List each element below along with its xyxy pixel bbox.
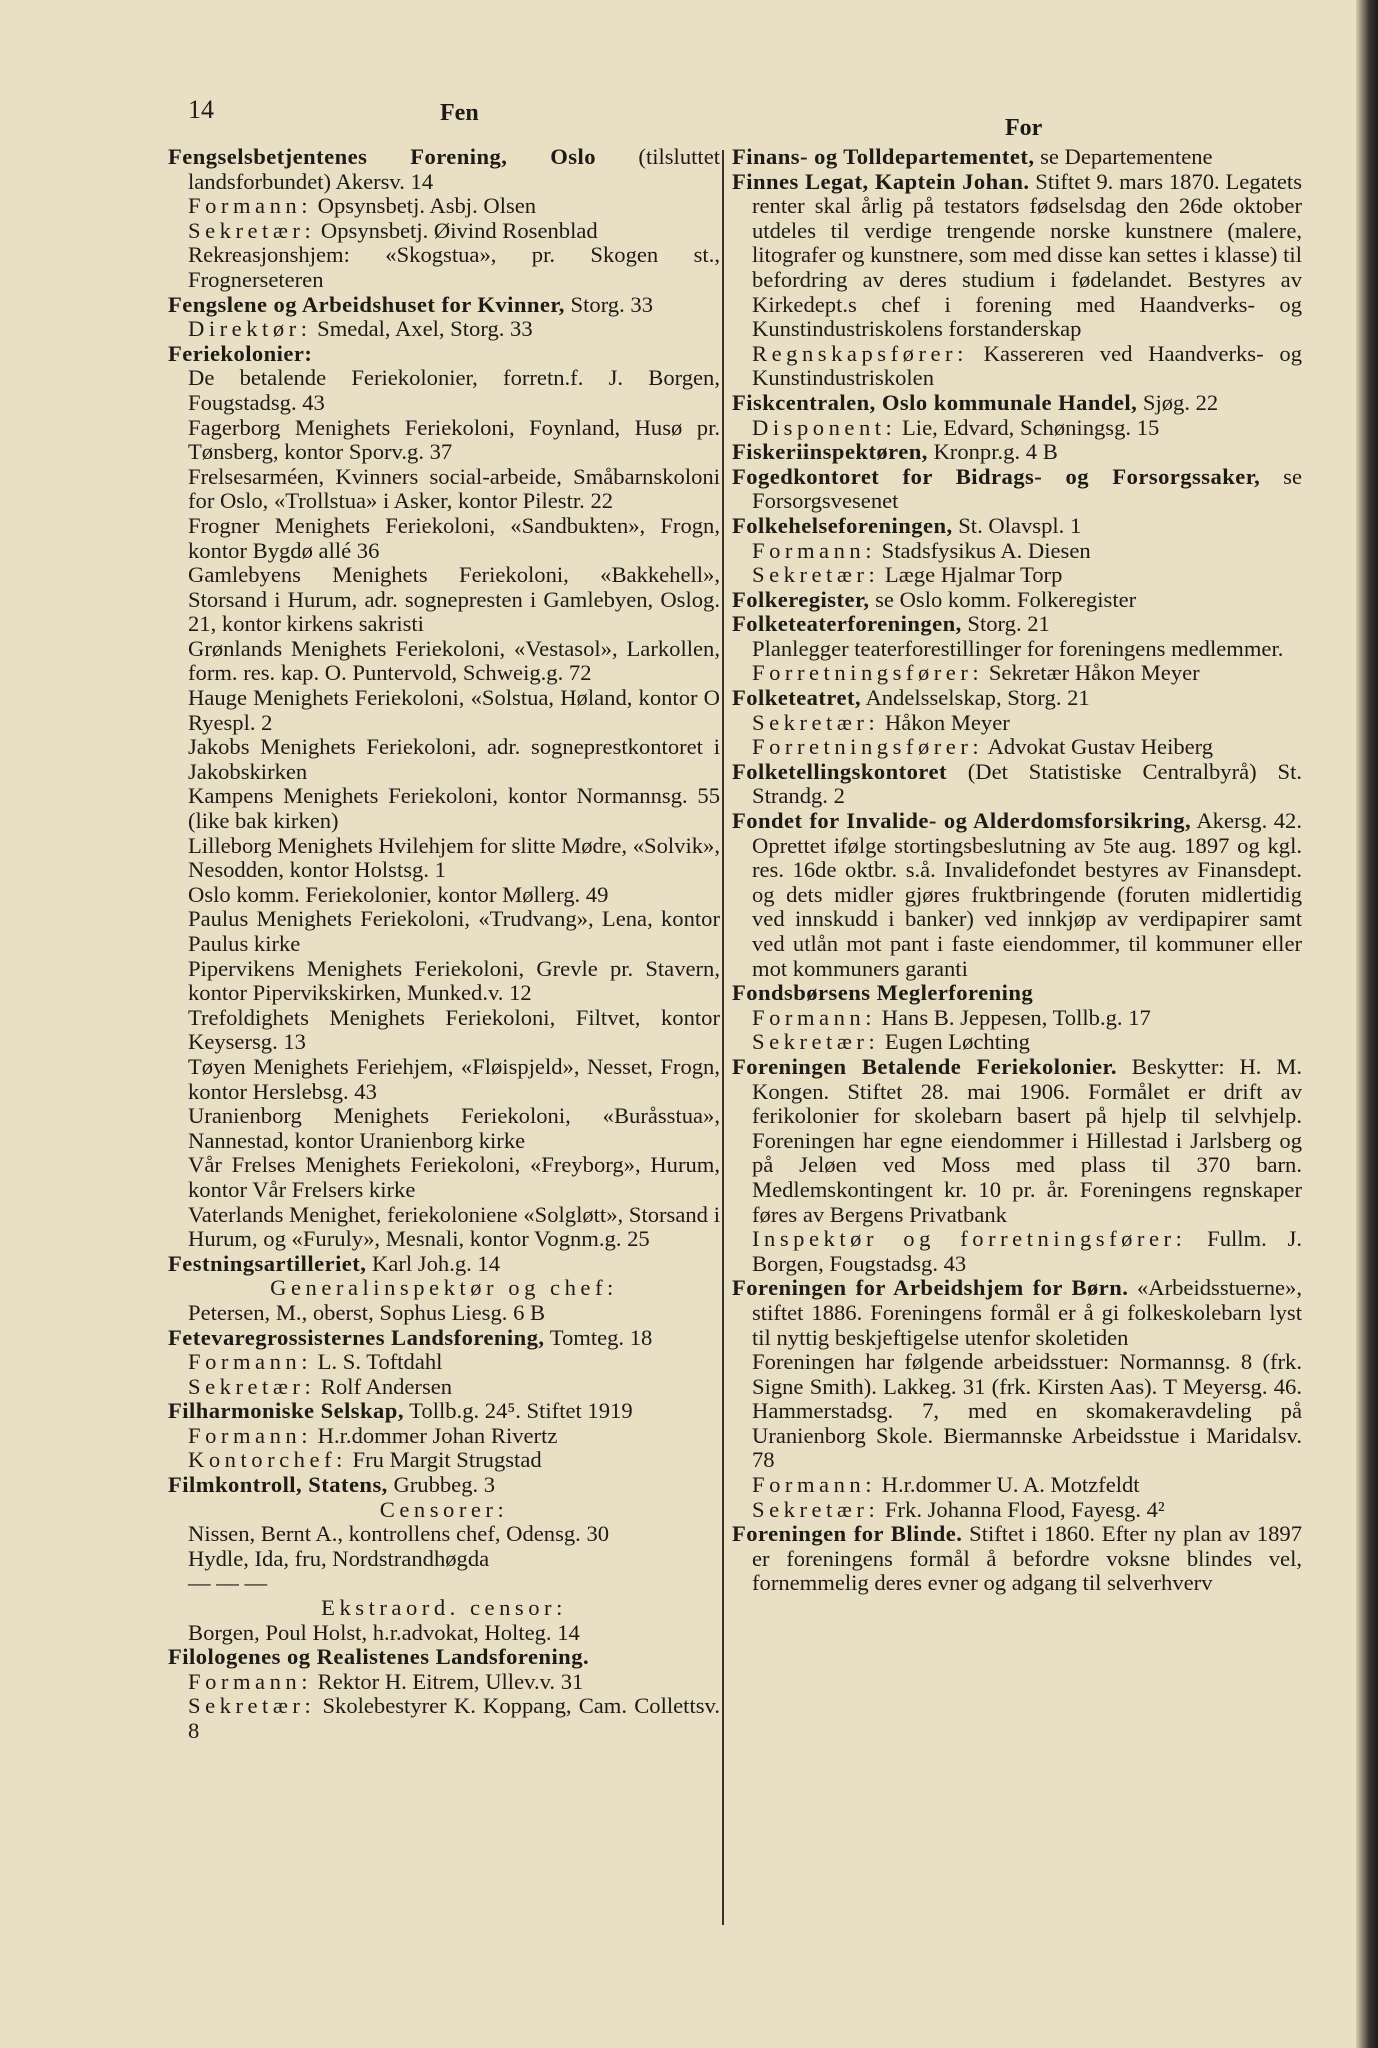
role-label: Formann: xyxy=(188,1422,313,1448)
role-label: Sekretær: xyxy=(188,217,316,243)
role-label: Sekretær: xyxy=(188,1693,316,1719)
entry-text: Storg. 21 xyxy=(961,611,1050,637)
entry-text: Lilleborg Menighets Hvilehjem for slitte Mødre, «Solvik», Nesodden, kontor Holstsg. 1 xyxy=(188,832,720,883)
directory-entry xyxy=(732,588,1302,613)
role-label: Generalinspektør og chef: xyxy=(270,1275,618,1301)
directory-entry xyxy=(168,1399,720,1424)
entry-detail xyxy=(168,194,720,219)
entry-text: Vår Frelses Menighets Feriekoloni, «Freyborg», Hurum, kontor Vår Frelsers kirke xyxy=(188,1152,720,1202)
entry-detail xyxy=(168,563,720,637)
role-label: Ekstraord. censor: xyxy=(321,1595,567,1621)
role-label: Sekretær: xyxy=(752,562,880,588)
entry-detail xyxy=(168,1301,720,1326)
running-head-left: Fen xyxy=(440,100,479,126)
entry-text: Tøyen Menighets Feriehjem, «Fløispjeld», Nesset, Frogn, kontor Herslebsg. 43 xyxy=(188,1053,720,1104)
entry-text: Frk. Johanna Flood, Fayesg. 4² xyxy=(879,1496,1165,1522)
column-divider xyxy=(722,150,724,1925)
entry-detail xyxy=(168,957,720,1006)
entry-detail xyxy=(168,1006,720,1055)
directory-entry xyxy=(168,1473,720,1498)
entry-text: Hydle, Ida, fru, Nordstrandhøgda xyxy=(188,1545,490,1571)
entry-text: Tollb.g. 24⁵. Stiftet 1919 xyxy=(403,1398,633,1424)
entry-detail xyxy=(732,1473,1302,1498)
entry-detail xyxy=(168,784,720,833)
entry-detail xyxy=(168,465,720,514)
section-heading xyxy=(168,1596,720,1621)
entry-detail xyxy=(168,735,720,784)
entry-text: Frogner Menighets Feriekoloni, «Sandbukten», Frogn, kontor Bygdø allé 36 xyxy=(188,512,720,563)
entry-detail xyxy=(168,416,720,465)
role-label: Sekretær: xyxy=(188,1373,316,1399)
entry-detail xyxy=(168,1571,720,1596)
section-heading xyxy=(168,1276,720,1301)
entry-text: Fru Margit Strugstad xyxy=(346,1447,542,1473)
entry-detail xyxy=(168,686,720,735)
directory-entry xyxy=(732,1276,1302,1350)
entry-detail xyxy=(168,637,720,686)
entry-text: De betalende Feriekolonier, forretn.f. J. Borgen, Fougstadsg. 43 xyxy=(188,365,720,415)
entry-name: Fengselsbetjentenes Forening, Oslo xyxy=(168,144,596,169)
left-column xyxy=(168,145,720,1744)
entry-name: Folketeaterforeningen, xyxy=(732,611,962,637)
entry-text: Sjøg. 22 xyxy=(1137,389,1219,415)
entry-detail xyxy=(732,711,1302,736)
entry-detail xyxy=(732,1006,1302,1031)
entry-text: Håkon Meyer xyxy=(879,709,1010,735)
entry-detail xyxy=(168,1350,720,1375)
entry-detail xyxy=(168,907,720,956)
entry-detail xyxy=(732,637,1302,662)
role-label: Formann: xyxy=(188,193,313,219)
entry-text: Storg. 33 xyxy=(564,291,653,317)
entry-text: Foreningen har følgende arbeidsstuer: Normannsg. 8 (frk. Signe Smith). Lakkeg. 31 (frk. Kirsten Aas). T Meyersg. 46. Hammerstadsg. 7, med en skomakeravdeling på Uranienborg Skole. Biermannske Arbeidsstue i Maridalsv. 78 xyxy=(752,1349,1302,1473)
entry-detail xyxy=(732,1350,1302,1473)
entry-name: Finnes Legat, Kaptein Johan. xyxy=(732,168,1030,194)
entry-text: Kronpr.g. 4 B xyxy=(927,439,1058,465)
entry-text: Beskytter: H. M. Kongen. Stiftet 28. mai 1906. Formålet er drift av ferikolonier for skolebarn basert på hjelp til selvhjelp. Foreningen har egne eiendommer i Hillestad i Jarlsberg og på Jeløen ved Moss med plass til 370 barn. Medlemskontingent kr. 10 pr. år. Foreningens regnskaper føres av Bergens Privatbank xyxy=(752,1053,1302,1227)
entry-text: Advokat Gustav Heiberg xyxy=(983,734,1214,760)
entry-detail xyxy=(168,1547,720,1572)
entry-detail xyxy=(732,735,1302,760)
entry-detail xyxy=(168,1694,720,1743)
entry-text: H.r.dommer Johan Rivertz xyxy=(312,1422,558,1448)
entry-name: Fogedkontoret for Bidrags- og Forsorgssaker, xyxy=(732,463,1261,489)
entry-detail xyxy=(732,563,1302,588)
entry-text: Rektor H. Eitrem, Ullev.v. 31 xyxy=(312,1668,584,1694)
entry-text: Hauge Menighets Feriekoloni, «Solstua, Høland, kontor O Ryespl. 2 xyxy=(188,685,720,735)
entry-text: Sekretær Håkon Meyer xyxy=(983,660,1200,686)
entry-detail xyxy=(732,1030,1302,1055)
directory-entry xyxy=(732,391,1302,416)
directory-entry xyxy=(732,170,1302,342)
entry-name: Fetevaregrossisternes Landsforening, xyxy=(168,1324,545,1350)
entry-text: se Oslo komm. Folkeregister xyxy=(869,586,1137,612)
directory-entry xyxy=(732,145,1302,170)
entry-detail xyxy=(732,1227,1302,1276)
entry-text: Opsynsbetj. Asbj. Olsen xyxy=(312,193,537,219)
entry-text: Fullm. J. Borgen, Fougstadsg. 43 xyxy=(752,1226,1302,1276)
role-label: Formann: xyxy=(188,1668,313,1694)
entry-text: Nissen, Bernt A., kontrollens chef, Odensg. 30 xyxy=(188,1521,610,1547)
directory-entry xyxy=(732,514,1302,539)
entry-detail xyxy=(168,1424,720,1449)
directory-entry xyxy=(732,1055,1302,1227)
directory-entry xyxy=(168,1252,720,1277)
entry-text: H.r.dommer U. A. Motzfeldt xyxy=(876,1472,1140,1498)
entry-text: Læge Hjalmar Torp xyxy=(879,562,1063,588)
entry-detail xyxy=(168,1104,720,1153)
entry-name: Feriekolonier: xyxy=(168,340,313,366)
entry-detail xyxy=(732,1498,1302,1523)
role-label: Regnskapsfører: xyxy=(752,340,968,366)
entry-name: Filharmoniske Selskap, xyxy=(168,1398,404,1424)
entry-text: Stadsfysikus A. Diesen xyxy=(876,537,1091,563)
directory-entry xyxy=(732,465,1302,514)
entry-text: Karl Joh.g. 14 xyxy=(366,1250,501,1276)
entry-name: Foreningen for Arbeidshjem for Børn. xyxy=(732,1275,1129,1301)
section-heading xyxy=(168,1498,720,1523)
entry-text: L. S. Toftdahl xyxy=(312,1349,443,1375)
entry-text: Skolebestyrer K. Koppang, Cam. Collettsv. 8 xyxy=(188,1693,720,1743)
entry-name: Fondsbørsens Meglerforening xyxy=(732,980,1034,1006)
entry-detail xyxy=(168,317,720,342)
entry-text: Lie, Edvard, Schøningsg. 15 xyxy=(896,414,1160,440)
entry-text: Kampens Menighets Feriekoloni, kontor Normannsg. 55 (like bak kirken) xyxy=(188,783,720,834)
role-label: Formann: xyxy=(188,1349,313,1375)
entry-text: «Arbeidsstuerne», stiftet 1886. Foreningens formål er å gi folkeskolebarn lyst til nyttig beskjeftigelse utenfor skoletiden xyxy=(752,1275,1303,1350)
directory-entry xyxy=(168,342,720,367)
entry-name: Festningsartilleriet, xyxy=(168,1250,367,1276)
entry-detail xyxy=(732,539,1302,564)
role-label: Kontorchef: xyxy=(188,1447,347,1473)
entry-text: Akersg. 42. Oprettet ifølge stortingsbeslutning av 5te aug. 1897 og kgl. res. 16de oktbr. s.å. Invalidefondet bestyres av Finansdept. og dets midler gjøres fruktbringende (foruten midlertidig ved innskudd i banker) ved innkjøp av verdipapirer samt ved utlån mot pant i faste eiendommer, til kommuner eller mot kommuners garanti xyxy=(752,808,1302,981)
directory-entry xyxy=(168,293,720,318)
entry-detail xyxy=(732,416,1302,441)
entry-text: se Departementene xyxy=(1034,144,1213,169)
entry-text: Planlegger teaterforestillinger for foreningens medlemmer. xyxy=(752,635,1284,661)
directory-entry xyxy=(732,440,1302,465)
directory-entry xyxy=(168,1645,720,1670)
entry-text: Paulus Menighets Feriekoloni, «Trudvang», Lena, kontor Paulus kirke xyxy=(188,906,720,956)
entry-detail xyxy=(732,342,1302,391)
role-label: Sekretær: xyxy=(752,1496,880,1522)
entry-detail xyxy=(168,1153,720,1202)
entry-text: (tilsluttet landsforbundet) Akersv. 14 xyxy=(188,144,720,194)
directory-entry xyxy=(168,1326,720,1351)
entry-text: Eugen Løchting xyxy=(879,1029,1030,1055)
role-label: Direktør: xyxy=(188,316,312,342)
entry-text: Jakobs Menighets Feriekoloni, adr. sogneprestkontoret i Jakobskirken xyxy=(188,734,720,784)
role-label: Sekretær: xyxy=(752,1029,880,1055)
entry-name: Foreningen Betalende Feriekolonier. xyxy=(732,1053,1117,1079)
entry-text: Gamlebyens Menighets Feriekoloni, «Bakkehell», Storsand i Hurum, adr. sognepresten i Gamlebyen, Oslog. 21, kontor kirkens sakristi xyxy=(188,562,720,637)
entry-detail xyxy=(168,1203,720,1252)
right-column xyxy=(732,145,1302,1596)
entry-text: Petersen, M., oberst, Sophus Liesg. 6 B xyxy=(188,1299,546,1325)
entry-name: Filologenes og Realistenes Landsforening. xyxy=(168,1644,590,1670)
entry-text: Borgen, Poul Holst, h.r.advokat, Holteg. 14 xyxy=(188,1619,580,1645)
entry-detail xyxy=(168,834,720,883)
entry-detail xyxy=(168,219,720,244)
entry-name: Fondet for Invalide- og Alderdomsforsikring, xyxy=(732,808,1192,834)
entry-text: Stiftet i 1860. Efter ny plan av 1897 er foreningens formål å befordre voksne blindes vel, fornemmelig deres evner og adgang til selverhverv xyxy=(752,1521,1302,1596)
entry-detail xyxy=(168,883,720,908)
entry-text: St. Olavspl. 1 xyxy=(952,512,1082,538)
role-label: Disponent: xyxy=(752,414,897,440)
page-number: 14 xyxy=(188,95,214,124)
entry-name: Fiskcentralen, Oslo kommunale Handel, xyxy=(732,389,1138,415)
entry-text: Trefoldighets Menighets Feriekoloni, Filtvet, kontor Keysersg. 13 xyxy=(188,1004,720,1055)
entry-text: Frelsesarméen, Kvinners social-arbeide, Småbarnskoloni for Oslo, «Trollstua» i Asker, kontor Pilestr. 22 xyxy=(188,463,720,514)
entry-name: Filmkontroll, Statens, xyxy=(168,1472,388,1498)
entry-detail xyxy=(168,1375,720,1400)
entry-name: Foreningen for Blinde. xyxy=(732,1521,963,1547)
page-edge-shadow xyxy=(1356,0,1378,2048)
entry-name: Folketellingskontoret xyxy=(732,758,947,784)
entry-text: Oslo komm. Feriekolonier, kontor Møllerg. 49 xyxy=(188,881,609,907)
entry-name: Fiskeriinspektøren, xyxy=(732,439,928,465)
entry-text: Opsynsbetj. Øivind Rosenblad xyxy=(315,217,598,243)
directory-entry xyxy=(732,809,1302,981)
role-label: Formann: xyxy=(752,1004,877,1030)
entry-detail xyxy=(168,1448,720,1473)
entry-text: Tomteg. 18 xyxy=(544,1324,653,1350)
entry-text: Fagerborg Menighets Feriekoloni, Foynland, Husø pr. Tønsberg, kontor Sporv.g. 37 xyxy=(188,414,720,465)
entry-text: Smedal, Axel, Storg. 33 xyxy=(311,316,533,342)
entry-detail xyxy=(732,661,1302,686)
running-head-right: For xyxy=(1005,115,1043,141)
entry-name: Fengslene og Arbeidshuset for Kvinner, xyxy=(168,291,565,317)
entry-name: Finans- og Tolldepartementet, xyxy=(732,144,1035,169)
entry-text: Grubbeg. 3 xyxy=(387,1472,496,1498)
entry-text: Andelsselskap, Storg. 21 xyxy=(861,685,1090,711)
entry-text: Grønlands Menighets Feriekoloni, «Vestasol», Larkollen, form. res. kap. O. Puntervold, Schweig.g. 72 xyxy=(188,635,720,686)
role-label: Formann: xyxy=(752,537,877,563)
entry-name: Folkeregister, xyxy=(732,586,870,612)
directory-entry xyxy=(732,1522,1302,1596)
entry-detail xyxy=(168,243,720,292)
directory-entry xyxy=(732,686,1302,711)
directory-entry xyxy=(732,760,1302,809)
entry-text: Rekreasjonshjem: «Skogstua», pr. Skogen st., Frognerseteren xyxy=(188,242,720,292)
entry-name: Folketeatret, xyxy=(732,685,862,711)
directory-entry xyxy=(168,145,720,194)
entry-detail xyxy=(168,1055,720,1104)
entry-text: Hans B. Jeppesen, Tollb.g. 17 xyxy=(876,1004,1151,1030)
directory-entry xyxy=(732,981,1302,1006)
role-label: Censorer: xyxy=(379,1496,509,1522)
role-label: Forretningsfører: xyxy=(752,660,984,686)
entry-text: — — — xyxy=(188,1570,268,1596)
entry-detail xyxy=(168,1670,720,1695)
entry-detail xyxy=(168,366,720,415)
entry-detail xyxy=(168,514,720,563)
entry-text: Uranienborg Menighets Feriekoloni, «Buråsstua», Nannestad, kontor Uranienborg kirke xyxy=(188,1103,720,1153)
entry-text: Rolf Andersen xyxy=(315,1373,453,1399)
entry-text: Vaterlands Menighet, feriekoloniene «Solgløtt», Storsand i Hurum, og «Furuly», Mesnali, kontor Vognm.g. 25 xyxy=(188,1201,720,1252)
entry-name: Folkehelseforeningen, xyxy=(732,512,953,538)
role-label: Sekretær: xyxy=(752,709,880,735)
role-label: Forretningsfører: xyxy=(752,734,984,760)
role-label: Inspektør og forretningsfører: xyxy=(752,1226,1187,1252)
entry-text: Stiftet 9. mars 1870. Legatets renter skal årlig på testators fødselsdag den 26de oktober utdeles til verdige trengende norske kunstnere (malere, litografer og kunstnere, som med disse kan settes i klasse) til befordring av deres studium i fødelandet. Bestyres av Kirkedept.s chef i forening med Haandverks- og Kunstindustriskolens forstanderskap xyxy=(752,168,1302,342)
entry-text: Kassereren ved Haandverks- og Kunstindustriskolen xyxy=(752,340,1302,391)
entry-detail xyxy=(168,1522,720,1547)
entry-text: (Det Statistiske Centralbyrå) St. Strandg. 2 xyxy=(752,758,1302,809)
entry-text: se Forsorgsvesenet xyxy=(752,463,1302,514)
entry-detail xyxy=(168,1621,720,1646)
entry-text: Pipervikens Menighets Feriekoloni, Grevle pr. Stavern, kontor Pipervikskirken, Munked.v. 12 xyxy=(188,955,720,1006)
role-label: Formann: xyxy=(752,1472,877,1498)
directory-entry xyxy=(732,612,1302,637)
